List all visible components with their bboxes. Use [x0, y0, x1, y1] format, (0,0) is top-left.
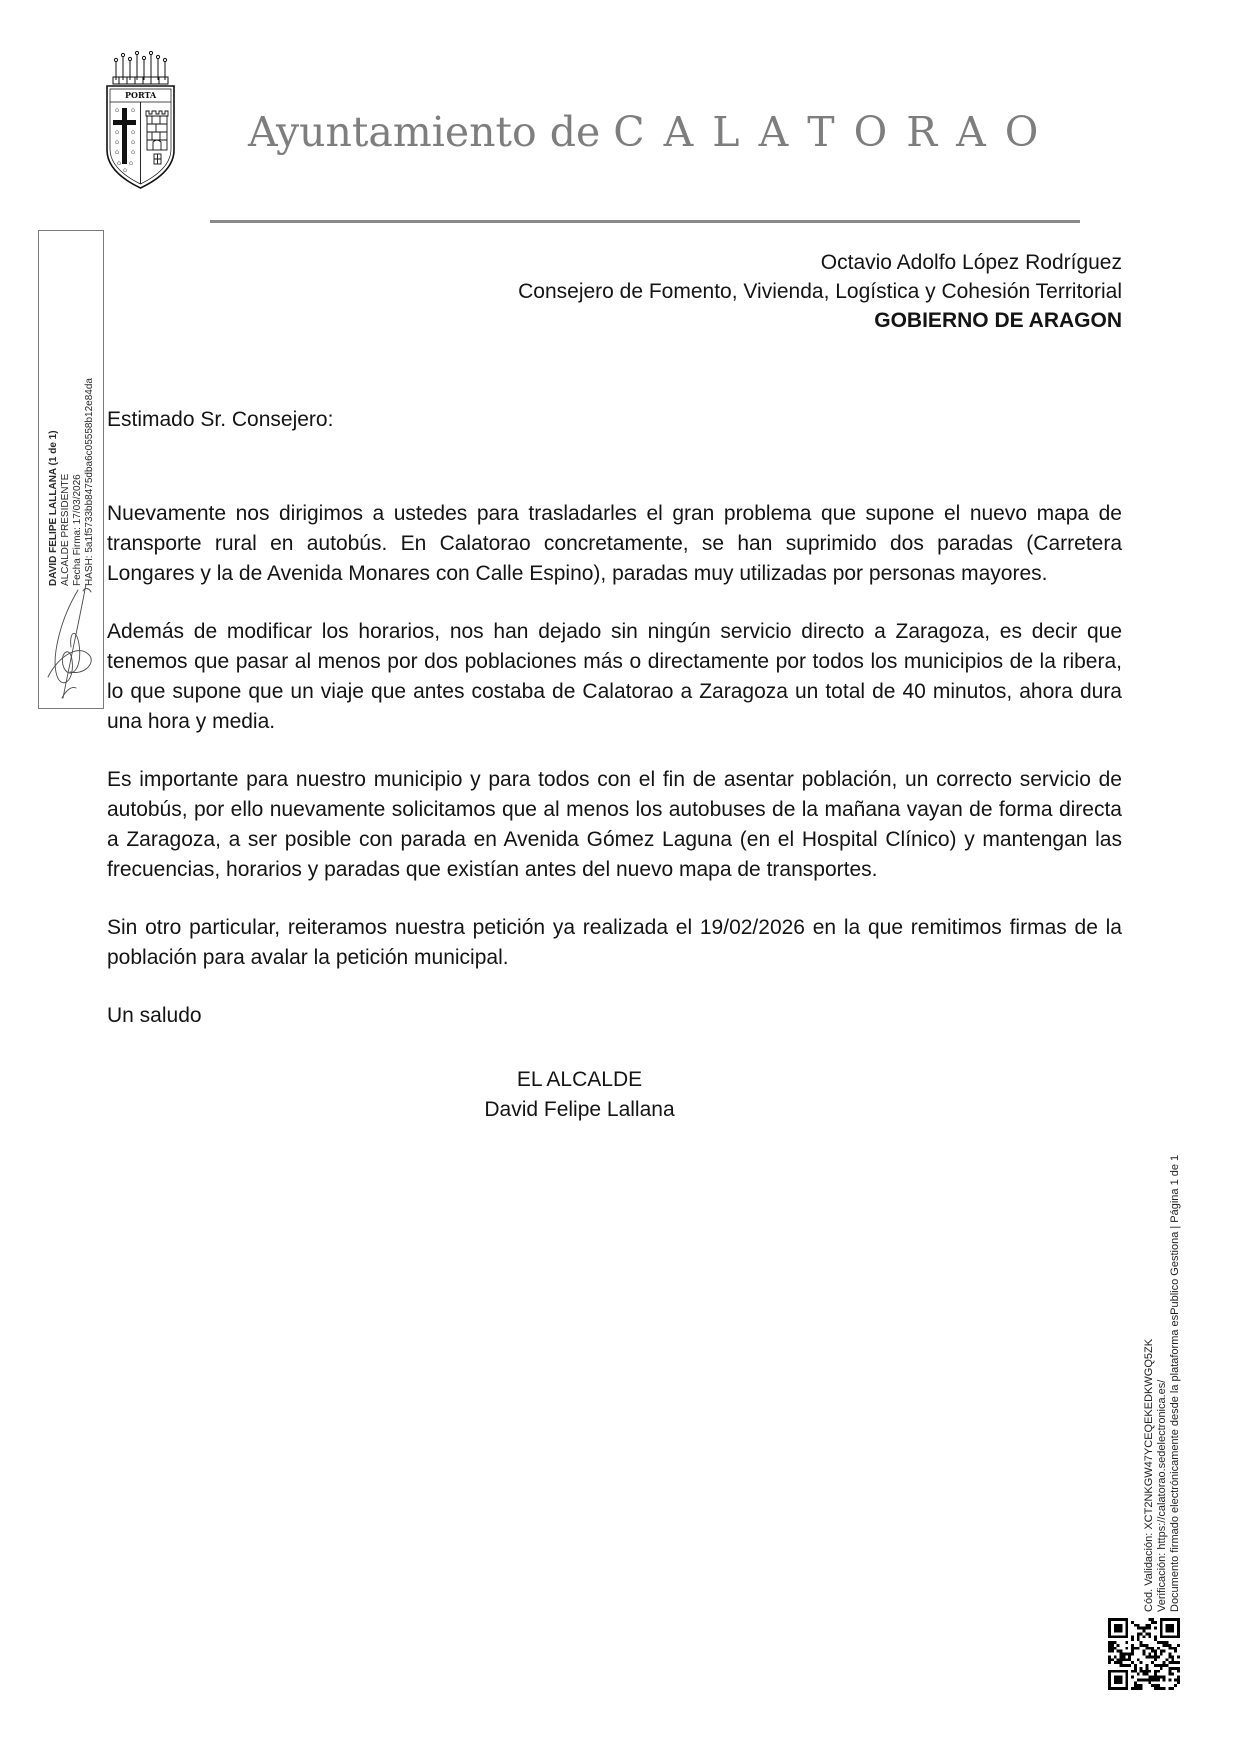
svg-text:✩: ✩: [130, 139, 136, 146]
title-prefix: Ayuntamiento de: [248, 108, 601, 156]
stamp-date: Fecha Firma: 17/03/2026: [72, 474, 83, 586]
recipient-block: [107, 248, 1122, 335]
platform-note: Documento firmado electrónicamente desde la plataforma esPublico Gestiona | Página 1 de 1: [1169, 1154, 1181, 1612]
coat-of-arms-icon: [94, 50, 188, 198]
validation-stamp-text: [1143, 1078, 1182, 1612]
paragraph-2: Además de modificar los horarios, nos han dejado sin ningún servicio directo a Zaragoza, es decir que tenemos que pasar al menos por dos poblaciones más o directamente por todos los municipios de la ribera, lo que supone que un viaje que antes costaba de Calatorao a Zaragoza un total de 40 minutos, ahora dura una hora y media.: [107, 620, 1122, 733]
page-title: [248, 108, 1041, 156]
svg-text:✩: ✩: [130, 129, 136, 136]
stamp-signer: DAVID FELIPE LALLANA (1 de 1): [48, 430, 59, 586]
recipient-org: GOBIERNO DE ARAGON: [874, 309, 1122, 332]
header-divider: [210, 220, 1080, 223]
paragraph-1: Nuevamente nos dirigimos a ustedes para trasladarles el gran problema que supone el nuevo mapa de transporte rural en autobús. En Calatorao concretamente, se han suprimido dos paradas (Carretera Longares y la de Avenida Monares con Calle Espino), paradas muy utilizadas por personas mayores.: [107, 502, 1122, 585]
title-city: C A L A T O R A O: [613, 108, 1042, 156]
svg-text:✩: ✩: [130, 107, 136, 114]
paragraph-4: Sin otro particular, reiteramos nuestra petición ya realizada el 19/02/2026 en la que remitimos firmas de la población para avalar la petición municipal.: [107, 916, 1122, 969]
verification-url: Verificación: https://calatorao.sedelectronica.es/: [1156, 1379, 1168, 1612]
qr-code: [1108, 1618, 1180, 1690]
signature-stamp-text: [48, 358, 96, 586]
svg-text:✩: ✩: [114, 129, 120, 136]
signature-title: EL ALCALDE: [516, 1068, 643, 1091]
paragraph-3: Es importante para nuestro municipio y para todos con el fin de asentar población, un correcto servicio de autobús, por ello nuevamente solicitamos que al menos los autobuses de la mañana vayan de forma directa a Zaragoza, a ser posible con parada en Avenida Gómez Laguna (en el Hospital Clínico) y mantengan las frecuencias, horarios y paradas que existían antes del nuevo mapa de transportes.: [107, 768, 1122, 881]
stamp-role: ALCALDE PRESIDENTE: [60, 473, 71, 586]
crest-motto: PORTA: [125, 90, 157, 100]
handwritten-signature-icon: [42, 580, 98, 702]
svg-text:✩: ✩: [114, 139, 120, 146]
svg-text:✩: ✩: [114, 149, 120, 156]
signature-name: David Felipe Lallana: [484, 1098, 675, 1121]
signature-block: [107, 1065, 1122, 1125]
stamp-hash: HASH: 5a1f5733bb8475dba6c05558b12e84da: [84, 378, 95, 586]
svg-text:✩: ✩: [128, 160, 134, 167]
closing: Un saludo: [107, 1004, 202, 1027]
svg-text:✩: ✩: [116, 160, 122, 167]
svg-text:✩: ✩: [122, 167, 128, 174]
validation-code: Cód. Validación: XCT2NKGW47YCEQEKEDKWGQ5ZK: [1143, 1338, 1155, 1612]
letter-body: [107, 248, 1122, 1125]
svg-text:✩: ✩: [130, 149, 136, 156]
salutation: Estimado Sr. Consejero:: [107, 408, 334, 431]
recipient-role: Consejero de Fomento, Vivienda, Logística y Cohesión Territorial: [518, 280, 1122, 303]
svg-text:✩: ✩: [114, 107, 120, 114]
recipient-name: Octavio Adolfo López Rodríguez: [820, 251, 1122, 274]
